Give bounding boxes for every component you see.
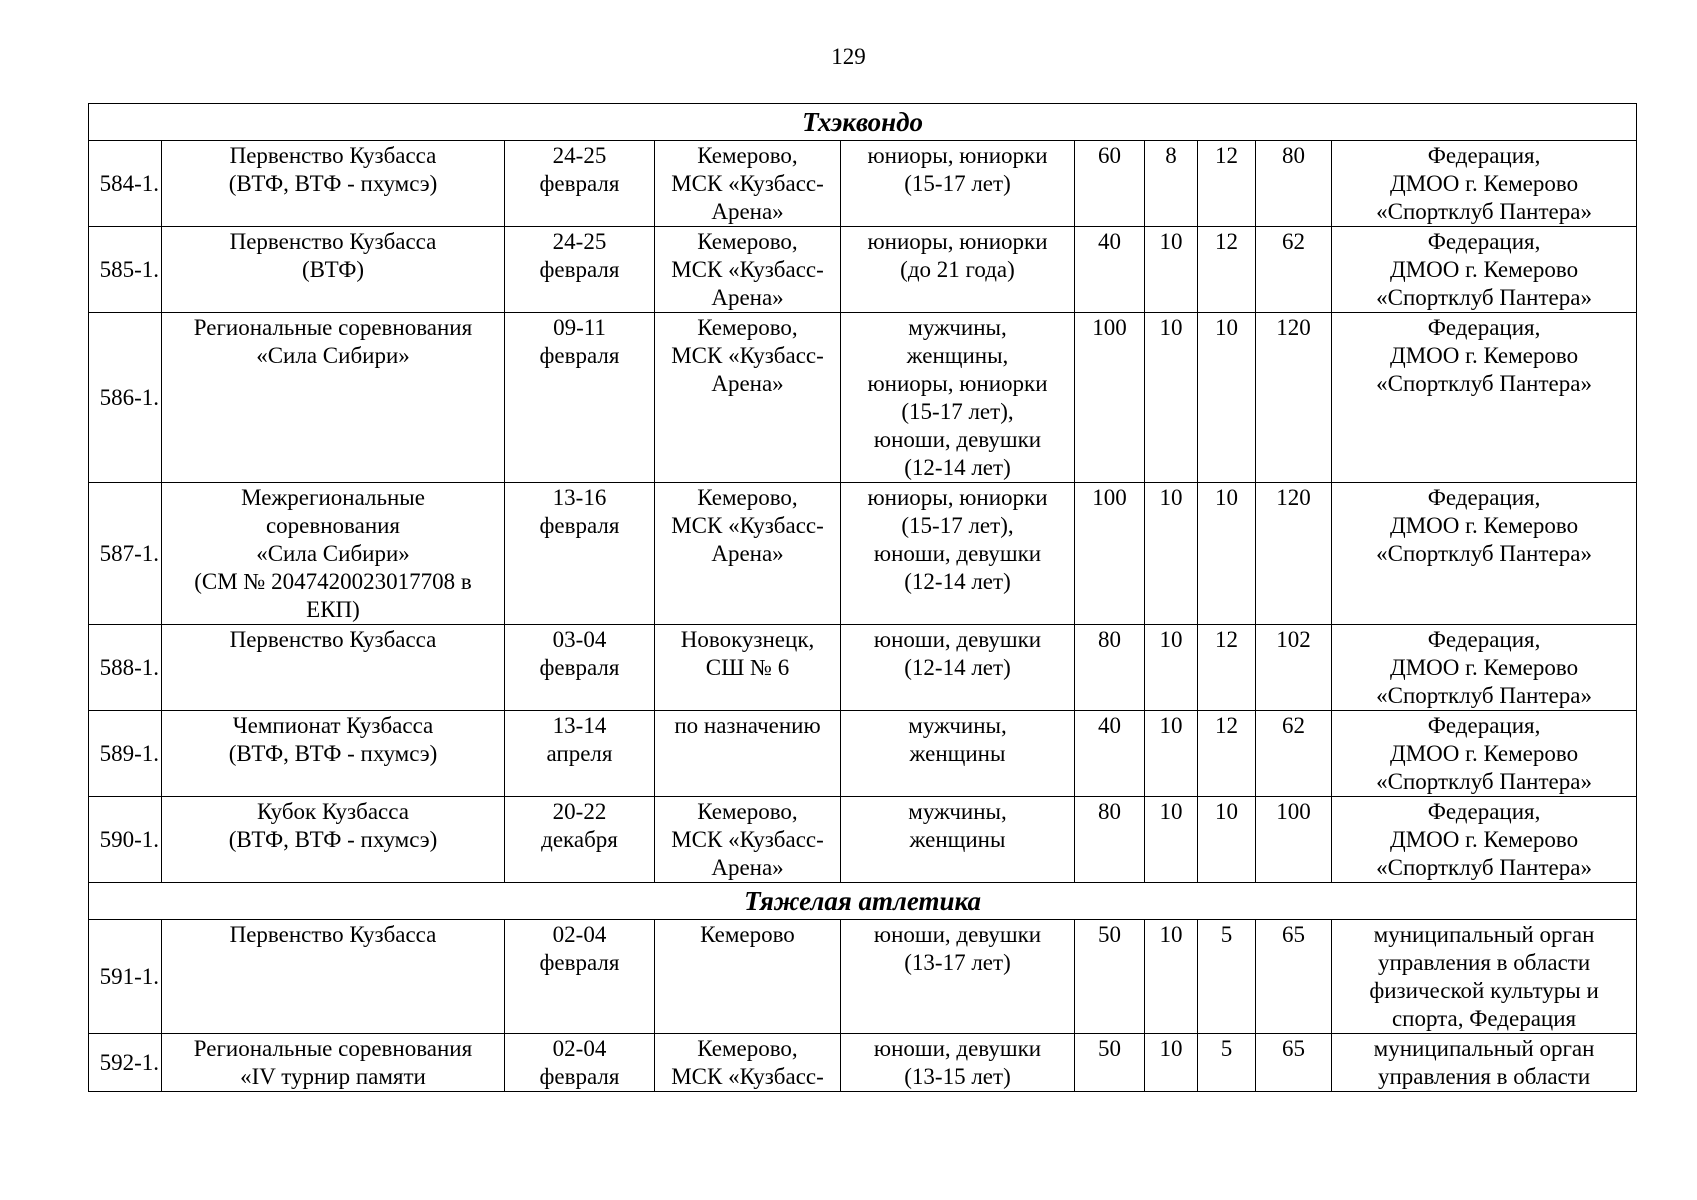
count-column-1: 50 — [1075, 1034, 1145, 1092]
event-place-line: Арена» — [711, 199, 784, 224]
event-participants-line: (12-14 лет) — [904, 455, 1011, 480]
event-organizer — [1332, 920, 1637, 1034]
event-name — [162, 711, 505, 797]
event-participants-line: юноши, девушки — [873, 541, 1042, 566]
event-place — [655, 313, 841, 483]
count-total: 100 — [1256, 797, 1332, 883]
event-participants-line: юноши, девушки — [873, 627, 1042, 652]
table-row — [89, 711, 1637, 797]
event-place-line: Кемерово, — [697, 143, 798, 168]
count-column-3: 5 — [1198, 1034, 1256, 1092]
event-place-line: Арена» — [711, 371, 784, 396]
table-row — [89, 797, 1637, 883]
count-column-2: 10 — [1145, 625, 1198, 711]
event-participants-line: юниоры, юниорки — [867, 229, 1048, 254]
event-place-line: Кемерово, — [697, 799, 798, 824]
event-place — [655, 920, 841, 1034]
count-column-1: 60 — [1075, 141, 1145, 227]
event-name-line: Первенство Кузбасса — [229, 627, 437, 652]
event-organizer-line: спорта, Федерация — [1391, 1006, 1577, 1031]
event-organizer-line: муниципальный орган — [1373, 1036, 1595, 1061]
section-header-row — [89, 104, 1637, 141]
event-dates-line: февраля — [539, 343, 620, 368]
event-place-line: Кемерово — [700, 922, 795, 947]
event-place — [655, 625, 841, 711]
event-organizer-line: ДМОО г. Кемерово — [1390, 257, 1579, 282]
event-name-line: (ВТФ, ВТФ - пхумсэ) — [228, 171, 438, 196]
count-column-3: 5 — [1198, 920, 1256, 1034]
count-column-3: 10 — [1198, 797, 1256, 883]
count-column-1: 40 — [1075, 711, 1145, 797]
section-title: Тяжелая атлетика — [89, 883, 1637, 920]
event-place — [655, 1034, 841, 1092]
event-place-line: по назначению — [674, 713, 821, 738]
event-participants — [841, 227, 1075, 313]
event-place-line: Арена» — [711, 855, 784, 880]
event-name-line: Чемпионат Кузбасса — [232, 713, 434, 738]
event-organizer-line: Федерация, — [1427, 315, 1541, 340]
event-name-line: «Сила Сибири» — [256, 541, 410, 566]
event-name-line: «IV турнир памяти — [240, 1064, 426, 1089]
event-participants-line: (12-14 лет) — [904, 569, 1011, 594]
event-participants-line: юниоры, юниорки — [867, 485, 1048, 510]
count-column-3: 12 — [1198, 141, 1256, 227]
event-place-line: Кемерово, — [697, 485, 798, 510]
row-number: 591-1. — [89, 920, 162, 1034]
event-dates-line: 02-04 — [552, 1036, 607, 1061]
event-organizer — [1332, 1034, 1637, 1092]
event-name — [162, 797, 505, 883]
count-column-2: 10 — [1145, 483, 1198, 625]
event-organizer-line: «Спортклуб Пантера» — [1376, 855, 1592, 880]
event-participants-line: юноши, девушки — [873, 427, 1042, 452]
count-column-3: 12 — [1198, 625, 1256, 711]
event-participants — [841, 797, 1075, 883]
row-number: 590-1. — [89, 797, 162, 883]
event-dates — [505, 141, 655, 227]
event-name-line: Региональные соревнования — [193, 1036, 473, 1061]
event-participants-line: (до 21 года) — [900, 257, 1015, 282]
event-place-line: Кемерово, — [697, 1036, 798, 1061]
event-dates-line: 02-04 — [552, 922, 607, 947]
event-name — [162, 313, 505, 483]
count-total: 62 — [1256, 711, 1332, 797]
event-organizer-line: физической культуры и — [1369, 978, 1599, 1003]
event-dates-line: 09-11 — [553, 315, 606, 340]
event-participants-line: юноши, девушки — [873, 1036, 1042, 1061]
event-participants — [841, 1034, 1075, 1092]
event-organizer-line: ДМОО г. Кемерово — [1390, 655, 1579, 680]
count-column-2: 10 — [1145, 920, 1198, 1034]
event-name-line: (СМ № 2047420023017708 в — [194, 569, 472, 594]
count-total: 65 — [1256, 1034, 1332, 1092]
table-row — [89, 920, 1637, 1034]
table-row — [89, 227, 1637, 313]
event-place — [655, 227, 841, 313]
count-total: 102 — [1256, 625, 1332, 711]
count-column-1: 100 — [1075, 483, 1145, 625]
event-name-line: Первенство Кузбасса — [229, 229, 437, 254]
event-dates-line: февраля — [539, 1064, 620, 1089]
event-organizer-line: управления в области — [1377, 1064, 1591, 1089]
event-organizer-line: Федерация, — [1427, 229, 1541, 254]
event-name-line: (ВТФ) — [301, 257, 365, 282]
event-participants — [841, 625, 1075, 711]
event-name-line: ЕКП) — [306, 597, 360, 622]
event-place — [655, 141, 841, 227]
count-column-1: 80 — [1075, 797, 1145, 883]
event-dates-line: 13-14 — [552, 713, 607, 738]
event-participants — [841, 141, 1075, 227]
event-participants-line: (13-15 лет) — [904, 1064, 1011, 1089]
event-organizer — [1332, 797, 1637, 883]
event-organizer-line: «Спортклуб Пантера» — [1376, 769, 1592, 794]
count-column-3: 12 — [1198, 711, 1256, 797]
event-organizer-line: ДМОО г. Кемерово — [1390, 171, 1579, 196]
event-place-line: Арена» — [711, 541, 784, 566]
event-name — [162, 483, 505, 625]
event-participants-line: мужчины, — [908, 799, 1007, 824]
count-column-2: 10 — [1145, 797, 1198, 883]
event-name-line: Первенство Кузбасса — [229, 143, 437, 168]
event-participants — [841, 483, 1075, 625]
count-total: 62 — [1256, 227, 1332, 313]
event-organizer-line: ДМОО г. Кемерово — [1390, 741, 1579, 766]
event-organizer-line: муниципальный орган — [1373, 922, 1595, 947]
table-row — [89, 625, 1637, 711]
row-number: 587-1. — [89, 483, 162, 625]
row-number: 589-1. — [89, 711, 162, 797]
count-column-1: 40 — [1075, 227, 1145, 313]
count-column-2: 10 — [1145, 711, 1198, 797]
event-dates-line: апреля — [546, 741, 613, 766]
event-organizer-line: «Спортклуб Пантера» — [1376, 285, 1592, 310]
event-participants-line: юниоры, юниорки — [867, 371, 1048, 396]
row-number: 592-1. — [89, 1034, 162, 1092]
event-participants-line: женщины — [909, 741, 1006, 766]
event-dates-line: февраля — [539, 513, 620, 538]
event-organizer-line: Федерация, — [1427, 799, 1541, 824]
event-dates — [505, 313, 655, 483]
event-place-line: Кемерово, — [697, 315, 798, 340]
event-place — [655, 797, 841, 883]
count-column-1: 80 — [1075, 625, 1145, 711]
table-row — [89, 483, 1637, 625]
count-total: 80 — [1256, 141, 1332, 227]
event-dates-line: 13-16 — [552, 485, 607, 510]
event-name-line: (ВТФ, ВТФ - пхумсэ) — [228, 827, 438, 852]
event-name — [162, 920, 505, 1034]
row-number: 584-1. — [89, 141, 162, 227]
event-dates — [505, 797, 655, 883]
event-participants-line: мужчины, — [908, 315, 1007, 340]
event-place-line: Арена» — [711, 285, 784, 310]
count-column-3: 12 — [1198, 227, 1256, 313]
event-organizer — [1332, 711, 1637, 797]
event-name — [162, 1034, 505, 1092]
count-total: 120 — [1256, 483, 1332, 625]
event-organizer-line: Федерация, — [1427, 713, 1541, 738]
count-column-2: 10 — [1145, 1034, 1198, 1092]
count-column-3: 10 — [1198, 313, 1256, 483]
row-number: 588-1. — [89, 625, 162, 711]
event-dates-line: 24-25 — [552, 143, 607, 168]
event-dates-line: 24-25 — [552, 229, 607, 254]
event-organizer-line: ДМОО г. Кемерово — [1390, 827, 1579, 852]
table-row — [89, 1034, 1637, 1092]
event-participants-line: (15-17 лет), — [901, 399, 1014, 424]
count-column-1: 50 — [1075, 920, 1145, 1034]
event-name-line: (ВТФ, ВТФ - пхумсэ) — [228, 741, 438, 766]
event-organizer-line: Федерация, — [1427, 143, 1541, 168]
event-name-line: Кубок Кузбасса — [257, 799, 409, 824]
event-dates-line: декабря — [541, 827, 618, 852]
event-participants-line: мужчины, — [908, 713, 1007, 738]
event-participants-line: женщины — [909, 827, 1006, 852]
event-dates — [505, 920, 655, 1034]
section-header-row — [89, 883, 1637, 920]
event-dates — [505, 227, 655, 313]
event-dates — [505, 1034, 655, 1092]
count-column-2: 10 — [1145, 227, 1198, 313]
event-organizer-line: Федерация, — [1427, 485, 1541, 510]
event-participants-line: юноши, девушки — [873, 922, 1042, 947]
event-organizer — [1332, 483, 1637, 625]
event-place — [655, 483, 841, 625]
event-place-line: МСК «Кузбасс- — [671, 343, 824, 368]
row-number: 586-1. — [89, 313, 162, 483]
event-dates-line: февраля — [539, 655, 620, 680]
table-row — [89, 313, 1637, 483]
event-place-line: МСК «Кузбасс- — [671, 171, 824, 196]
event-place — [655, 711, 841, 797]
event-organizer-line: управления в области — [1377, 950, 1591, 975]
event-name-line: «Сила Сибири» — [256, 343, 410, 368]
event-name — [162, 625, 505, 711]
row-number: 585-1. — [89, 227, 162, 313]
event-participants-line: (15-17 лет), — [901, 513, 1014, 538]
count-column-2: 8 — [1145, 141, 1198, 227]
event-name-line: соревнования — [265, 513, 401, 538]
event-organizer-line: «Спортклуб Пантера» — [1376, 541, 1592, 566]
event-name-line: Региональные соревнования — [193, 315, 473, 340]
event-place-line: Новокузнецк, — [680, 627, 815, 652]
table-row — [89, 141, 1637, 227]
event-dates-line: февраля — [539, 257, 620, 282]
event-place-line: Кемерово, — [697, 229, 798, 254]
event-organizer-line: «Спортклуб Пантера» — [1376, 199, 1592, 224]
event-dates — [505, 711, 655, 797]
count-column-2: 10 — [1145, 313, 1198, 483]
event-organizer — [1332, 625, 1637, 711]
section-title: Тхэквондо — [89, 104, 1637, 141]
event-name — [162, 227, 505, 313]
count-column-3: 10 — [1198, 483, 1256, 625]
event-participants — [841, 711, 1075, 797]
event-organizer-line: «Спортклуб Пантера» — [1376, 683, 1592, 708]
page-number: 129 — [831, 44, 866, 69]
event-organizer-line: ДМОО г. Кемерово — [1390, 343, 1579, 368]
event-name-line: Межрегиональные — [241, 485, 425, 510]
event-organizer — [1332, 227, 1637, 313]
event-dates-line: 03-04 — [552, 627, 607, 652]
event-participants-line: (15-17 лет) — [904, 171, 1011, 196]
event-participants-line: (13-17 лет) — [904, 950, 1011, 975]
event-place-line: МСК «Кузбасс- — [671, 257, 824, 282]
events-table — [88, 103, 1637, 1092]
event-place-line: МСК «Кузбасс- — [671, 1064, 824, 1089]
event-dates — [505, 483, 655, 625]
event-organizer — [1332, 313, 1637, 483]
count-total: 120 — [1256, 313, 1332, 483]
event-participants — [841, 920, 1075, 1034]
event-participants-line: юниоры, юниорки — [867, 143, 1048, 168]
event-organizer-line: «Спортклуб Пантера» — [1376, 371, 1592, 396]
count-column-1: 100 — [1075, 313, 1145, 483]
count-total: 65 — [1256, 920, 1332, 1034]
event-place-line: СШ № 6 — [705, 655, 790, 680]
event-place-line: МСК «Кузбасс- — [671, 513, 824, 538]
event-participants — [841, 313, 1075, 483]
event-dates — [505, 625, 655, 711]
event-name — [162, 141, 505, 227]
event-organizer — [1332, 141, 1637, 227]
event-place-line: МСК «Кузбасс- — [671, 827, 824, 852]
event-participants-line: (12-14 лет) — [904, 655, 1011, 680]
event-dates-line: февраля — [539, 950, 620, 975]
event-participants-line: женщины, — [906, 343, 1009, 368]
event-dates-line: февраля — [539, 171, 620, 196]
event-organizer-line: ДМОО г. Кемерово — [1390, 513, 1579, 538]
event-dates-line: 20-22 — [552, 799, 607, 824]
event-name-line: Первенство Кузбасса — [229, 922, 437, 947]
event-organizer-line: Федерация, — [1427, 627, 1541, 652]
